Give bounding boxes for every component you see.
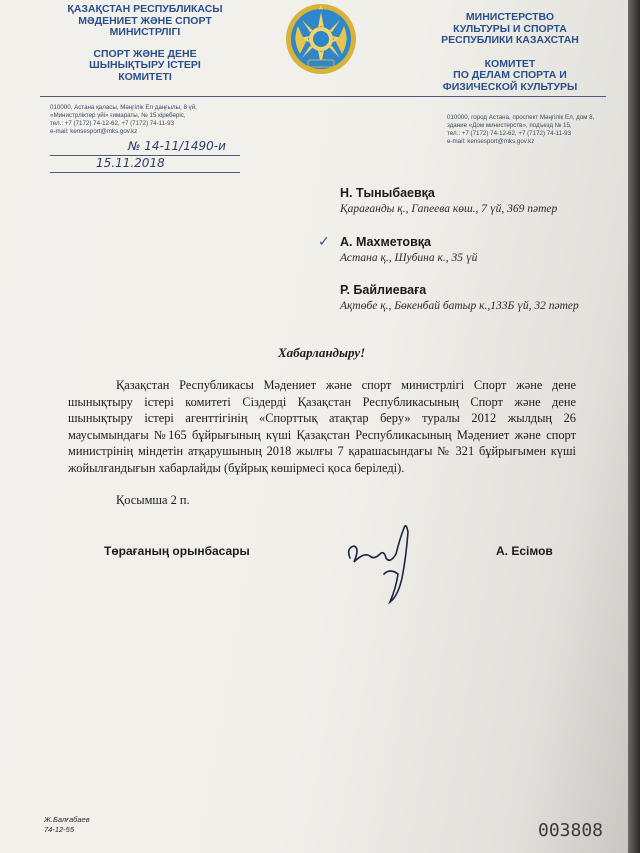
recipient-name: А. Махметовқа xyxy=(340,235,431,249)
header-kazakh xyxy=(40,4,250,83)
recipient-address: Қарағанды қ., Гапеева көш., 7 үй, 369 пәтер xyxy=(340,203,558,215)
signatory-name: А. Есімов xyxy=(496,544,553,558)
ru-ministry-line-3: РЕСПУБЛИКИ КАЗАХСТАН xyxy=(441,34,579,46)
kz-address-line: e-mail: kensesport@mks.gov.kz xyxy=(50,128,138,135)
ru-ministry-line-1: МИНИСТЕРСТВО xyxy=(465,11,555,23)
header-divider xyxy=(40,96,606,97)
kz-address-line: «Министрліктер үйі» ғимараты, № 15 кіреберіс, xyxy=(50,112,186,119)
ru-address-line: тел.: +7 (7172) 74-12-62, +7 (7172) 74-11-93 xyxy=(447,130,572,137)
recipient-address: Астана қ., Шубина к., 35 үй xyxy=(340,252,478,264)
attachment-note: Қосымша 2 п. xyxy=(116,493,190,507)
header-russian xyxy=(410,12,610,93)
kz-committee-line-3: КОМИТЕТІ xyxy=(118,70,172,83)
registration-date: 15.11.2018 xyxy=(96,156,165,170)
recipient-2 xyxy=(340,235,477,264)
handwritten-signature xyxy=(340,518,420,608)
ru-address-line: 010000, город Астана, проспект Мәңгілік Ел, дом 8, xyxy=(447,114,595,121)
recipient-3 xyxy=(340,283,579,312)
ru-address-line: e-mail: kensesport@mks.gov.kz xyxy=(447,138,535,145)
signatory-position: Төрағаның орынбасары xyxy=(104,544,250,558)
executor-phone: 74-12-55 xyxy=(44,825,75,834)
ru-committee-line-2: ПО ДЕЛАМ СПОРТА И xyxy=(453,69,567,81)
ru-ministry-line-2: КУЛЬТУРЫ И СПОРТА xyxy=(453,22,567,35)
address-kazakh xyxy=(50,104,250,136)
registration-number: № 14-11/1490-и xyxy=(128,139,226,153)
recipient-address: Ақтөбе қ., Бөкенбай батыр к.,133Б үй, 32 пәтер xyxy=(340,300,579,312)
recipient-name: Н. Тыныбаевқа xyxy=(340,186,435,200)
ru-committee-line-1: КОМИТЕТ xyxy=(484,57,536,70)
kz-committee-line-2: ШЫНЫҚТЫРУ ІСТЕРІ xyxy=(89,59,201,71)
executor-name: Ж.Балғабаев xyxy=(44,815,90,824)
kz-ministry-line-1: ҚАЗАҚСТАН РЕСПУБЛИКАСЫ xyxy=(67,3,223,15)
kz-ministry-line-3: МИНИСТРЛІГІ xyxy=(109,26,181,38)
notice-title: Хабарландыру! xyxy=(278,345,366,360)
kz-committee-line-1: СПОРТ ЖӘНЕ ДЕНЕ xyxy=(93,47,197,60)
address-russian xyxy=(447,114,607,146)
recipient-name: Р. Байлиеваға xyxy=(340,283,427,297)
state-emblem-icon xyxy=(284,2,358,76)
kz-address-line: 010000, Астана қаласы, Мәңгілік Ел даңғылы, 8 үй, xyxy=(50,104,197,111)
registration-date-line xyxy=(50,172,240,173)
executor-info xyxy=(44,815,90,835)
checkmark-icon: ✓ xyxy=(318,235,330,250)
ru-address-line: здание «Дом министерств», подъезд № 15, xyxy=(447,122,572,129)
kz-ministry-line-2: МӘДЕНИЕТ ЖӘНЕ СПОРТ xyxy=(78,14,212,27)
kz-address-line: тел.: +7 (7172) 74-12-62, +7 (7172) 74-11-93 xyxy=(50,120,175,127)
serial-number: 003808 xyxy=(538,820,604,841)
recipient-1 xyxy=(340,186,557,215)
background-edge xyxy=(628,0,640,853)
ru-committee-line-3: ФИЗИЧЕСКОЙ КУЛЬТУРЫ xyxy=(442,80,578,93)
notice-body: Қазақстан Республикасы Мәдениет және спорт министрлігі Спорт және дене шынықтыру істері комитеті Сіздерді Қазақстан Республикасының Спорт және дене шынықтыру істері агенттігінің «Спорттық атақтар беру» туралы 2012 жылдың 26 маусымындағы №165 бұйрығының күші Қазақстан Республикасының Мәдениет және спорт министрінің міндетін атқарушының 2018 жылғы 7 қарашасындағы № 321 бұйрығымен күші жойылғандығын хабарлайды (бұйрық көшірмесі қоса беріледі). xyxy=(68,378,576,475)
